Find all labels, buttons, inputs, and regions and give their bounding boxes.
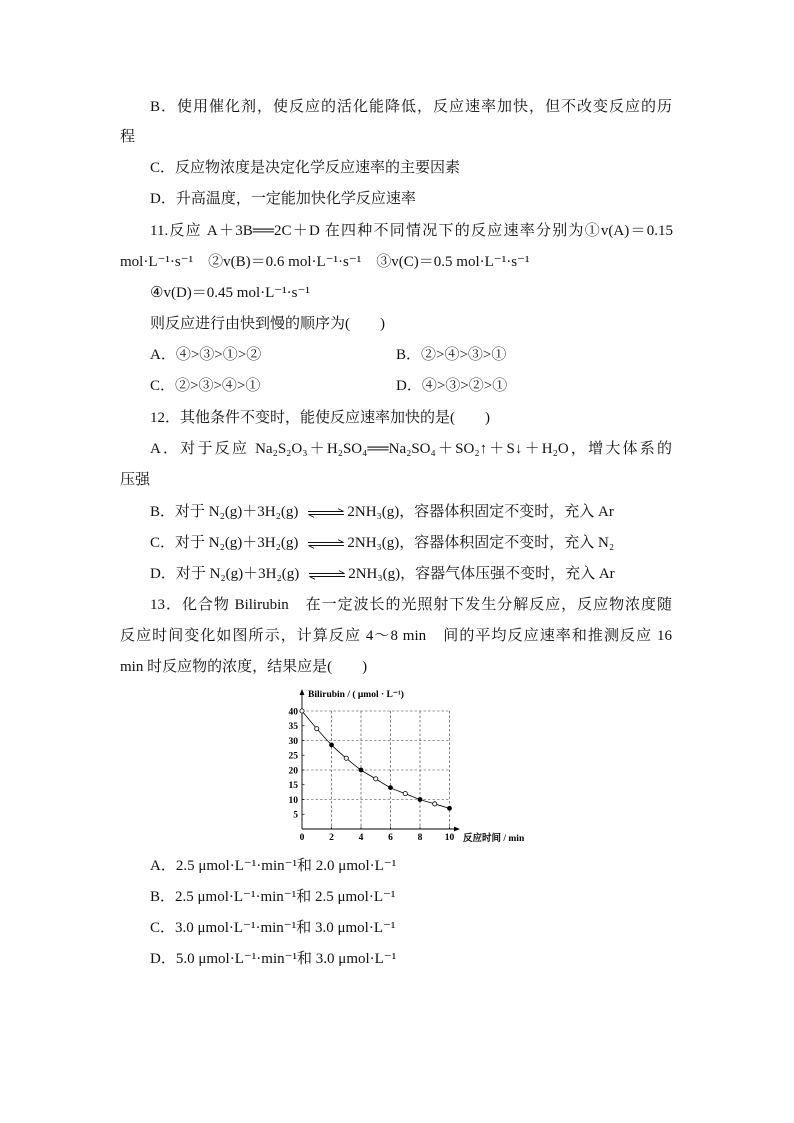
q13-stem-line3: min 时反应物的浓度，结果应是( ) <box>120 659 368 675</box>
y-tick-label: 35 <box>288 722 298 733</box>
y-tick-label: 10 <box>288 795 298 806</box>
q12-option-d-rest: 2NH₃(g)，容器气体压强不变时，充入 Ar <box>348 566 615 582</box>
q12-option-c-reactants: C．对于 N₂(g)＋3H₂(g) <box>150 535 299 551</box>
x-axis-label: 反应时间 / min <box>463 834 525 844</box>
y-tick-label: 25 <box>288 751 298 762</box>
q10-option-d: D．升高温度，一定能加快化学反应速率 <box>150 191 416 207</box>
q10-option-c: C．反应物浓度是决定化学反应速率的主要因素 <box>150 160 461 176</box>
q11-prompt: 则反应进行由快到慢的顺序为( ) <box>150 316 385 332</box>
q13-option-a: A．2.5 μmol·L⁻¹·min⁻¹和 2.0 μmol·L⁻¹ <box>150 858 397 874</box>
data-point-open <box>315 727 319 731</box>
y-tick-label: 5 <box>293 810 298 821</box>
q10-option-b-line1: B．使用催化剂，使反应的活化能降低，反应速率加快，但不改变反应的历 <box>150 99 672 115</box>
q13-stem-line2: 反应时间变化如图所示，计算反应 4～8 min 间的平均反应速率和推测反应 16 <box>120 628 672 644</box>
concentration-curve <box>302 711 450 808</box>
q12-option-c <box>150 533 614 553</box>
q12-option-b-reactants: B．对于 N₂(g)＋3H₂(g) <box>150 504 299 520</box>
x-tick-label: 4 <box>358 833 364 843</box>
data-point-open <box>344 756 348 760</box>
q11-option-b: B．②>④>③>① <box>396 347 507 363</box>
q11-option-a: A．④>③>①>② <box>150 347 262 363</box>
q12-stem: 12．其他条件不变时，能使反应速率加快的是( ) <box>150 410 490 426</box>
q12-option-d-reactants: D．对于 N₂(g)＋3H₂(g) <box>150 566 300 582</box>
data-point-open <box>433 802 437 806</box>
y-axis-arrow <box>300 689 305 695</box>
reversible-arrow-icon <box>308 570 346 580</box>
data-point-open <box>374 777 378 781</box>
data-point-open <box>300 709 304 713</box>
data-point-open <box>403 792 407 796</box>
q11-stem-line2: mol·L⁻¹·s⁻¹ ②v(B)＝0.6 mol·L⁻¹·s⁻¹ ③v(C)＝0.5 mol·L⁻¹·s⁻¹ <box>120 254 530 270</box>
data-point-filled <box>388 786 392 790</box>
q13-stem-line1: 13．化合物 Bilirubin 在一定波长的光照射下发生分解反应，反应物浓度随 <box>150 597 672 613</box>
q11-stem-line3: ④v(D)＝0.45 mol·L⁻¹·s⁻¹ <box>150 285 310 301</box>
x-tick-label: 0 <box>299 833 305 843</box>
q12-option-a-line2: 压强 <box>120 472 151 488</box>
q11-option-c: C．②>③>④>① <box>150 378 261 394</box>
q12-option-c-rest: 2NH₃(g)，容器体积固定不变时，充入 N₂ <box>347 535 615 551</box>
q11-stem-line1: 11.反应 A＋3B══2C＋D 在四种不同情况下的反应速率分别为①v(A)＝0.15 <box>150 223 673 239</box>
data-point-filled <box>418 797 422 801</box>
y-tick-label: 30 <box>288 736 298 747</box>
x-tick-label: 2 <box>329 833 334 843</box>
data-point-filled <box>329 743 333 747</box>
x-tick-label: 8 <box>417 833 423 843</box>
x-axis-arrow <box>454 827 460 832</box>
q13-option-b: B．2.5 μmol·L⁻¹·min⁻¹和 2.5 μmol·L⁻¹ <box>150 889 396 905</box>
q13-option-c: C．3.0 μmol·L⁻¹·min⁻¹和 3.0 μmol·L⁻¹ <box>150 920 396 936</box>
y-tick-label: 15 <box>288 781 298 792</box>
q12-option-b <box>150 502 614 522</box>
q12-option-d <box>150 564 615 584</box>
data-point-filled <box>359 768 363 772</box>
q12-option-a-line1: A．对于反应 Na₂S₂O₃＋H₂SO₄══Na₂SO₄＋SO₂↑＋S↓＋H₂O，增大体系的 <box>150 441 672 457</box>
q10-option-b-line2: 程 <box>120 129 136 145</box>
reversible-arrow-icon <box>307 539 345 549</box>
q11-option-d: D．④>③>②>① <box>396 378 508 394</box>
reversible-arrow-icon <box>307 508 345 518</box>
y-tick-label: 40 <box>288 707 298 718</box>
y-tick-label: 20 <box>288 766 298 777</box>
q12-option-b-rest: 2NH₃(g)，容器体积固定不变时，充入 Ar <box>347 504 614 520</box>
bilirubin-concentration-chart <box>280 686 544 848</box>
data-point-filled <box>447 806 451 810</box>
x-tick-label: 6 <box>388 833 393 843</box>
q13-option-d: D．5.0 μmol·L⁻¹·min⁻¹和 3.0 μmol·L⁻¹ <box>150 951 397 967</box>
x-tick-label: 10 <box>444 833 455 843</box>
y-axis-label: Bilirubin / ( μmol · L⁻¹) <box>308 690 404 700</box>
